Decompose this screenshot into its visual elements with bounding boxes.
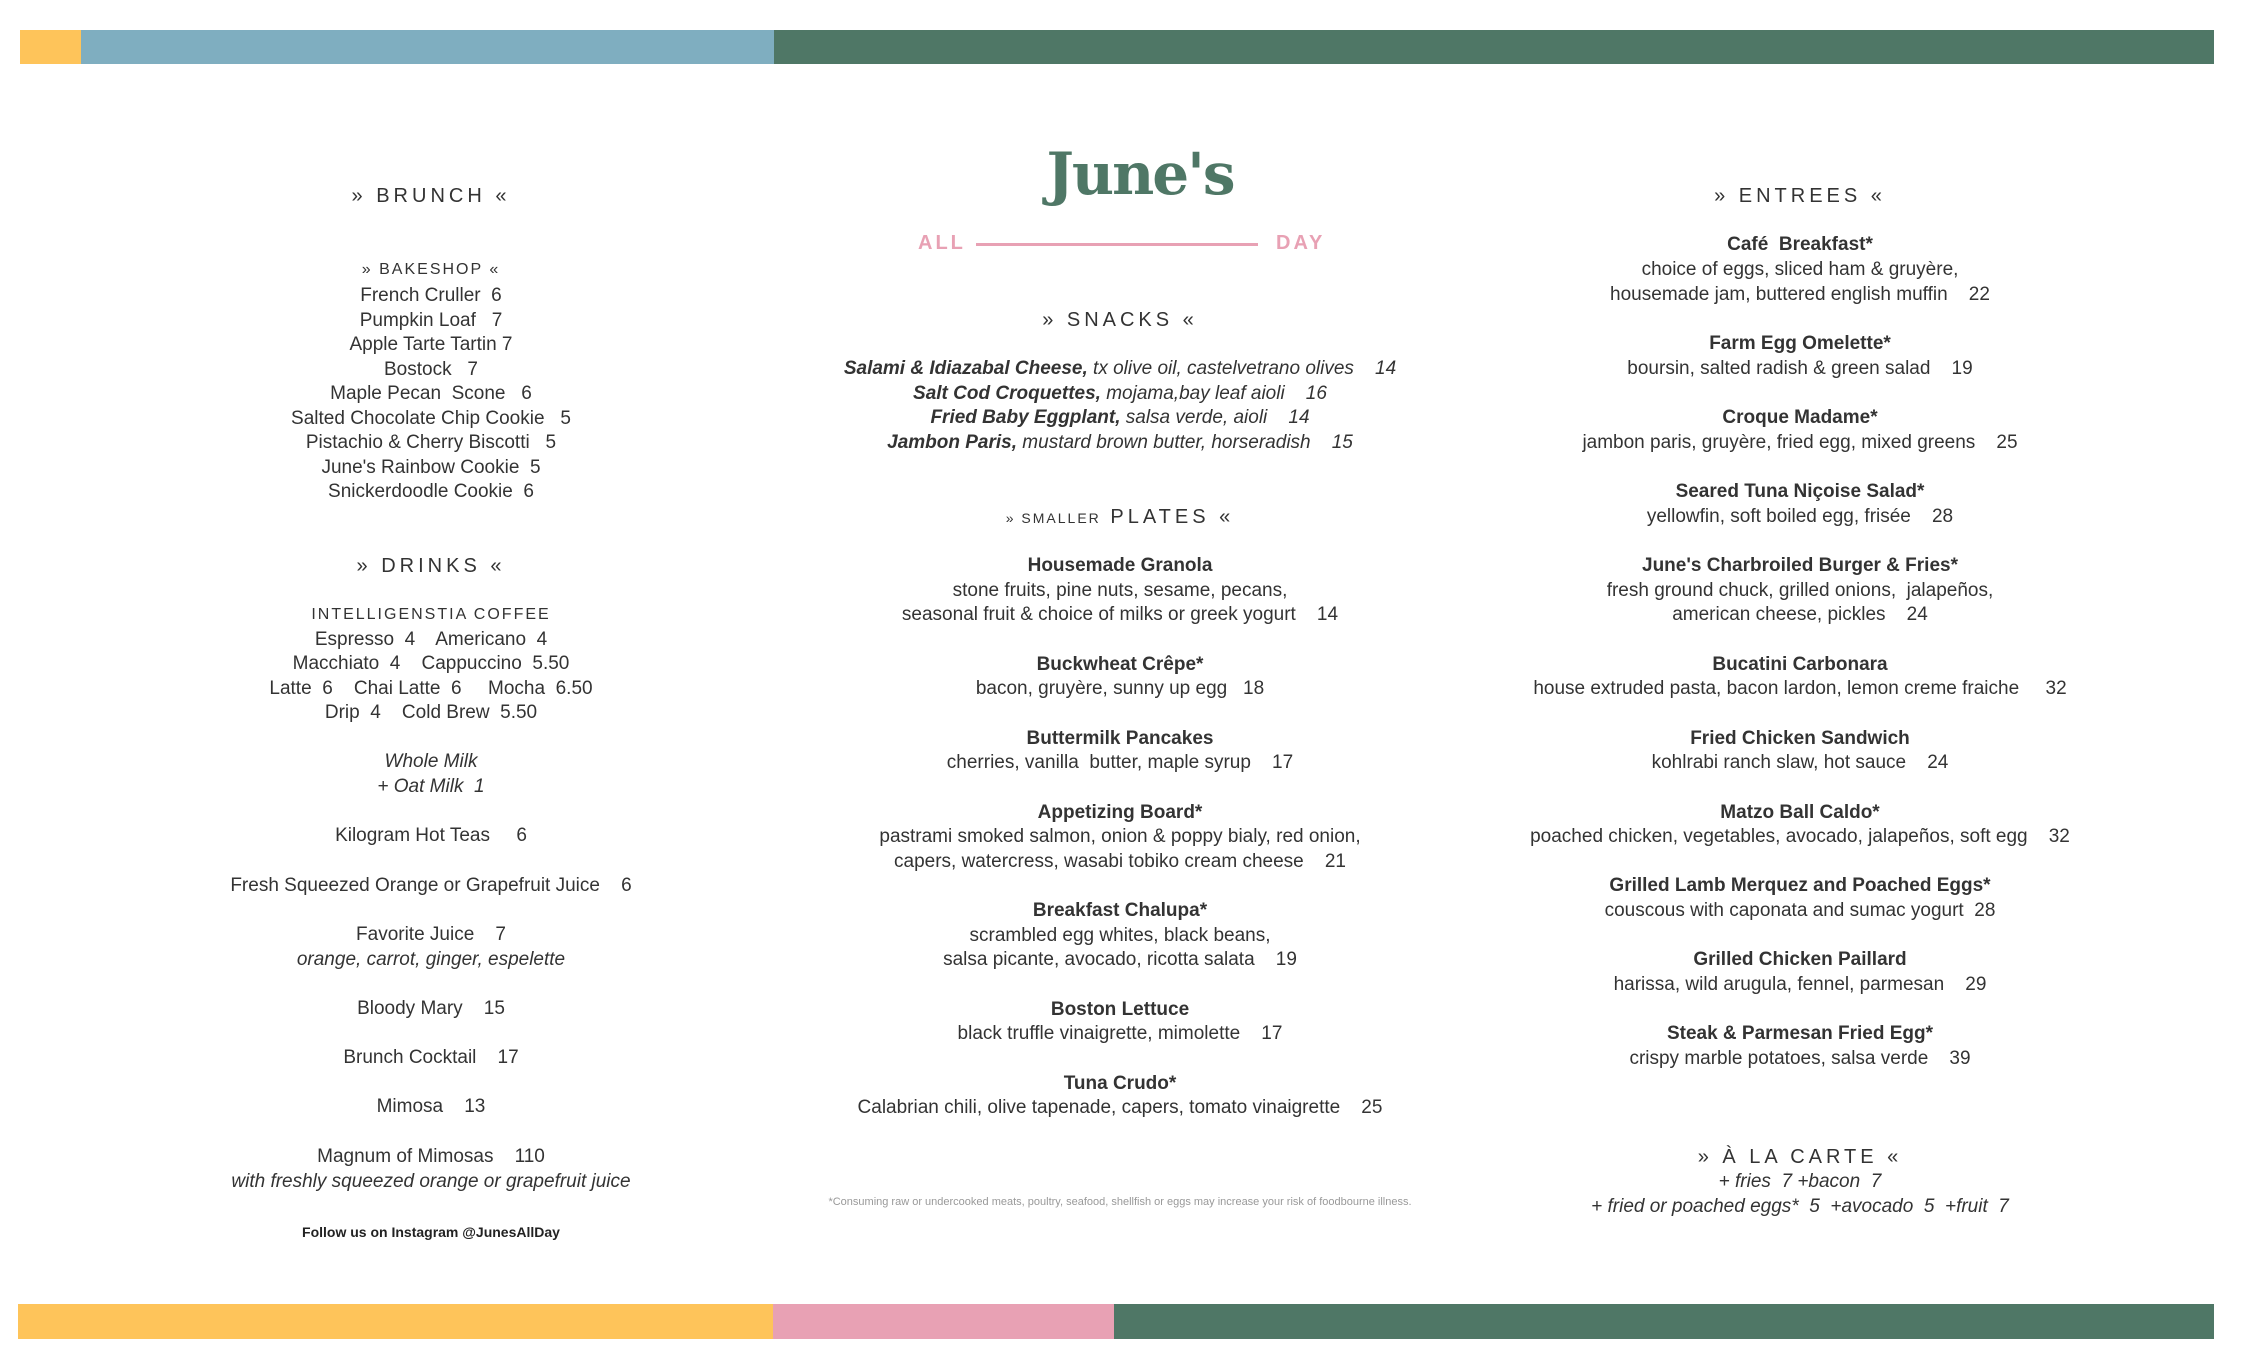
snack-item <box>780 357 1460 381</box>
entree-name: Fried Chicken Sandwich <box>1690 728 1910 749</box>
favorite-juice-item: Favorite Juice 7 <box>356 924 506 945</box>
entree-desc: house extruded pasta, bacon lardon, lemon creme fraiche 32 <box>1533 678 2067 699</box>
plate-desc: salsa picante, avocado, ricotta salata 19 <box>943 949 1297 970</box>
coffee-line: Espresso 4 Americano 4 <box>314 629 548 650</box>
snack-name: Salami & Idiazabal Cheese, <box>843 358 1088 379</box>
a-la-carte-line: + fried or poached eggs* 5 +avocado 5 +fruit 7 <box>1591 1196 2009 1217</box>
plate-desc: bacon, gruyère, sunny up egg 18 <box>975 678 1265 699</box>
bottom-bar-green-segment <box>1114 1304 2214 1339</box>
top-bar-blue-segment <box>81 30 774 64</box>
top-color-bar <box>20 30 2214 64</box>
tea-item: Kilogram Hot Teas 6 <box>335 825 527 846</box>
entree-name: Croque Madame* <box>1722 407 1878 428</box>
milk-line: + Oat Milk 1 <box>377 776 485 797</box>
coffee-line: Macchiato 4 Cappuccino 5.50 <box>292 653 570 674</box>
entree-desc: harissa, wild arugula, fennel, parmesan 29 <box>1613 974 1987 995</box>
bakeshop-item: Bostock 7 <box>384 359 478 380</box>
all-day-divider <box>976 243 1258 246</box>
plate-name: Appetizing Board* <box>1037 802 1203 823</box>
entree-desc: jambon paris, gruyère, fried egg, mixed greens 25 <box>1582 432 2018 453</box>
brunch-heading: » BRUNCH « <box>351 185 511 207</box>
bakeshop-item: Maple Pecan Scone 6 <box>330 383 532 404</box>
plate-name: Boston Lettuce <box>1050 999 1190 1020</box>
entree-name: June's Charbroiled Burger & Fries* <box>1642 555 1958 576</box>
entree-desc: housemade jam, buttered english muffin 22 <box>1610 284 1990 305</box>
smaller-plates-heading <box>780 505 1460 530</box>
bakeshop-item: Snickerdoodle Cookie 6 <box>328 481 534 502</box>
snack-desc: mojama,bay leaf aioli 16 <box>1100 383 1327 404</box>
bakeshop-item: June's Rainbow Cookie 5 <box>321 457 541 478</box>
plate-name: Tuna Crudo* <box>1063 1073 1177 1094</box>
a-la-carte-line: + fries 7 +bacon 7 <box>1718 1171 1882 1192</box>
bakeshop-item: Salted Chocolate Chip Cookie 5 <box>291 408 571 429</box>
plate-name: Buckwheat Crêpe* <box>1036 654 1204 675</box>
smaller-plates-heading-main: PLATES « <box>1100 506 1235 528</box>
entree-desc: american cheese, pickles 24 <box>1672 604 1928 625</box>
plate-desc: scrambled egg whites, black beans, <box>969 925 1271 946</box>
entree-name: Steak & Parmesan Fried Egg* <box>1666 1023 1934 1044</box>
bakeshop-item: Apple Tarte Tartin 7 <box>349 334 513 355</box>
plate-desc: stone fruits, pine nuts, sesame, pecans, <box>952 580 1288 601</box>
entree-desc: fresh ground chuck, grilled onions, jalapeños, <box>1606 580 1994 601</box>
bottom-bar-pink-segment <box>773 1304 1114 1339</box>
smaller-plates-heading-small: » SMALLER <box>1005 510 1101 526</box>
entree-desc: poached chicken, vegetables, avocado, jalapeños, soft egg 32 <box>1530 826 2070 847</box>
snack-item <box>780 431 1460 455</box>
snack-item <box>780 406 1460 430</box>
plate-desc: black truffle vinaigrette, mimolette 17 <box>957 1023 1283 1044</box>
magnum-desc: with freshly squeezed orange or grapefruit juice <box>231 1171 631 1192</box>
plate-desc: seasonal fruit & choice of milks or greek yogurt 14 <box>901 604 1339 625</box>
a-la-carte-heading: » À LA CARTE « <box>1697 1146 1903 1168</box>
snack-desc: mustard brown butter, horseradish 15 <box>1017 432 1353 453</box>
top-bar-green-segment <box>774 30 2214 64</box>
snacks-heading: » SNACKS « <box>1042 309 1198 331</box>
plate-name: Breakfast Chalupa* <box>1032 900 1208 921</box>
plate-desc: pastrami smoked salmon, onion & poppy bialy, red onion, <box>879 826 1361 847</box>
magnum-item: Magnum of Mimosas 110 <box>317 1146 545 1167</box>
bakeshop-item: Pumpkin Loaf 7 <box>359 310 503 331</box>
juice-item: Fresh Squeezed Orange or Grapefruit Juice 6 <box>230 875 632 896</box>
entree-name: Café Breakfast* <box>1727 234 1873 255</box>
all-day-all-label: ALL <box>918 232 966 254</box>
entree-name: Seared Tuna Niçoise Salad* <box>1675 481 1925 502</box>
bloody-mary-item: Bloody Mary 15 <box>357 998 505 1019</box>
entree-name: Grilled Lamb Merquez and Poached Eggs* <box>1609 875 1991 896</box>
snack-name: Jambon Paris, <box>887 432 1018 453</box>
snack-desc: salsa verde, aioli 14 <box>1120 407 1310 428</box>
entree-desc: crispy marble potatoes, salsa verde 39 <box>1629 1048 1971 1069</box>
plate-name: Housemade Granola <box>1027 555 1213 576</box>
entree-name: Bucatini Carbonara <box>1712 654 1888 675</box>
entree-desc: kohlrabi ranch slaw, hot sauce 24 <box>1651 752 1949 773</box>
brunch-cocktail-item: Brunch Cocktail 17 <box>343 1047 519 1068</box>
snack-item <box>780 382 1460 406</box>
coffee-line: Drip 4 Cold Brew 5.50 <box>324 702 538 723</box>
all-day-day-label: DAY <box>1276 232 1326 254</box>
coffee-heading: INTELLIGENSTIA COFFEE <box>311 606 551 623</box>
entrees-heading: » ENTREES « <box>1714 185 1886 207</box>
snack-desc: tx olive oil, castelvetrano olives 14 <box>1087 358 1397 379</box>
entree-desc: couscous with caponata and sumac yogurt 28 <box>1604 900 1996 921</box>
snack-name: Salt Cod Croquettes, <box>913 383 1101 404</box>
entree-name: Matzo Ball Caldo* <box>1720 802 1880 823</box>
top-bar-yellow-segment <box>20 30 81 64</box>
instagram-follow-link[interactable]: Follow us on Instagram @JunesAllDay <box>302 1224 560 1240</box>
entree-desc: choice of eggs, sliced ham & gruyère, <box>1641 259 1959 280</box>
plate-desc: cherries, vanilla butter, maple syrup 17 <box>946 752 1294 773</box>
entree-desc: boursin, salted radish & green salad 19 <box>1627 358 1973 379</box>
bottom-bar-yellow-segment <box>18 1304 773 1339</box>
drinks-heading: » DRINKS « <box>356 555 506 577</box>
entree-name: Farm Egg Omelette* <box>1709 333 1891 354</box>
mimosa-item: Mimosa 13 <box>376 1096 486 1117</box>
entree-name: Grilled Chicken Paillard <box>1693 949 1907 970</box>
coffee-line: Latte 6 Chai Latte 6 Mocha 6.50 <box>269 678 593 699</box>
plate-name: Buttermilk Pancakes <box>1026 728 1214 749</box>
junes-logo: June's <box>1046 140 1234 208</box>
bakeshop-heading: » BAKESHOP « <box>361 261 501 278</box>
snack-name: Fried Baby Eggplant, <box>930 407 1121 428</box>
plate-desc: capers, watercress, wasabi tobiko cream cheese 21 <box>894 851 1346 872</box>
milk-line: Whole Milk <box>384 751 478 772</box>
raw-food-footnote: *Consuming raw or undercooked meats, poultry, seafood, shellfish or eggs may increase your risk of foodbourne illness. <box>828 1196 1412 1208</box>
entree-desc: yellowfin, soft boiled egg, frisée 28 <box>1646 506 1954 527</box>
bottom-color-bar <box>18 1304 2214 1339</box>
favorite-juice-desc: orange, carrot, ginger, espelette <box>296 949 566 970</box>
bakeshop-item: French Cruller 6 <box>360 285 502 306</box>
bakeshop-item: Pistachio & Cherry Biscotti 5 <box>305 432 557 453</box>
plate-desc: Calabrian chili, olive tapenade, capers, tomato vinaigrette 25 <box>857 1097 1383 1118</box>
